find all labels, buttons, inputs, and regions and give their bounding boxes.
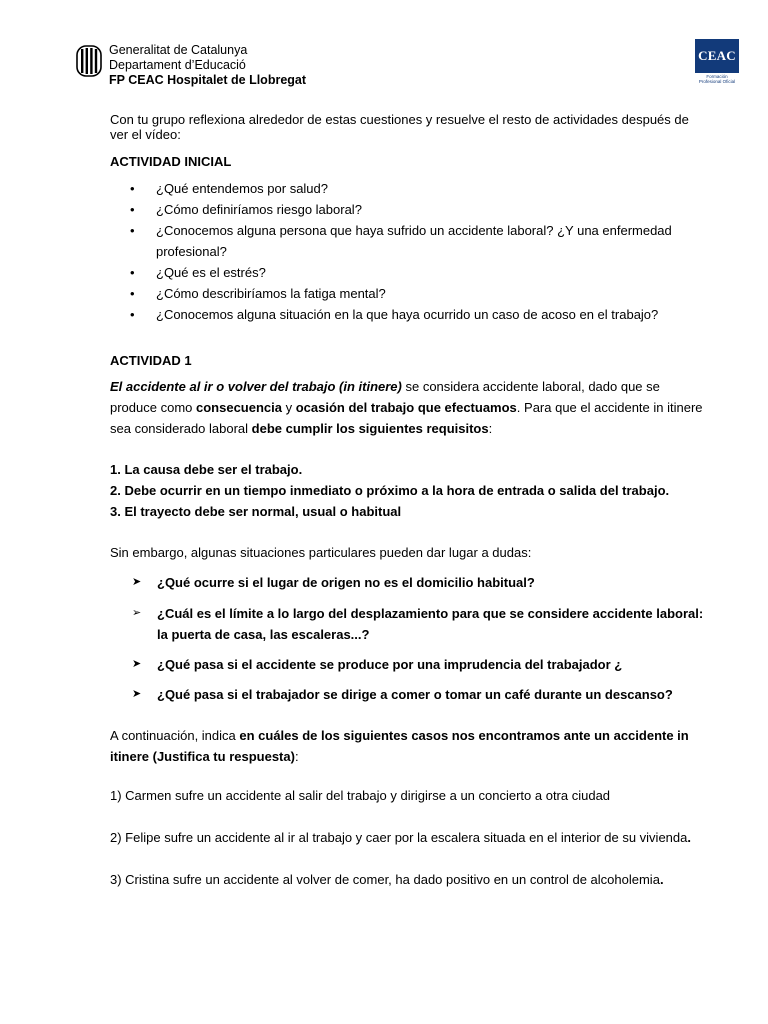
bullet-icon: • xyxy=(130,265,135,280)
dudas-list xyxy=(110,572,705,705)
actividad-inicial-title: ACTIVIDAD INICIAL xyxy=(110,154,232,169)
document-header xyxy=(76,43,736,103)
arrow-bullet-icon: ➤ xyxy=(132,576,142,588)
list-item: • ¿Cómo definiríamos riesgo laboral? xyxy=(109,199,705,220)
list-item: • ¿Conocemos alguna situación en la que haya ocurrido un caso de acoso en el trabajo? xyxy=(109,304,705,325)
bullet-icon: • xyxy=(130,223,135,238)
org-department: Departament d’Educació xyxy=(109,58,246,72)
org-name: Generalitat de Catalunya xyxy=(109,43,248,57)
list-item: ➤ ¿Qué ocurre si el lugar de origen no es el domicilio habitual? xyxy=(110,572,705,593)
actividad-1-title: ACTIVIDAD 1 xyxy=(110,353,192,368)
ceac-logo: CEAC xyxy=(695,39,739,73)
list-item: • ¿Cómo describiríamos la fatiga mental? xyxy=(109,283,705,304)
org-school: FP CEAC Hospitalet de Llobregat xyxy=(109,73,307,87)
generalitat-crest-icon xyxy=(76,45,102,77)
requisito-item: 1. La causa debe ser el trabajo. xyxy=(110,462,303,477)
list-item: • ¿Conocemos alguna persona que haya sufrido un accidente laboral? ¿Y una enfermedad profesional? xyxy=(109,220,705,262)
caso-item: 3) Cristina sufre un accidente al volver de comer, ha dado positivo en un control de alcoholemia. xyxy=(110,872,664,887)
continuacion-paragraph: A continuación, indica en cuáles de los siguientes casos nos encontramos ante un accidente in itinere (Justifica tu respuesta): xyxy=(110,728,689,764)
requisito-item: 3. El trayecto debe ser normal, usual o habitual xyxy=(110,504,402,519)
in-itinere-paragraph: El accidente al ir o volver del trabajo (in itinere) se considera accidente laboral, dado que se produce como consecuencia y ocasión del trabajo que efectuamos. Para que el accidente in itinere sea considerado laboral debe cumplir los siguientes requisitos: xyxy=(110,379,703,436)
list-item: ➤ ¿Qué pasa si el trabajador se dirige a comer o tomar un café durante un descanso? xyxy=(110,684,705,705)
ceac-logo-subtitle: Formación Profesional Oficial xyxy=(698,74,736,84)
document-body xyxy=(110,112,705,887)
list-item: • ¿Qué entendemos por salud? xyxy=(109,178,705,199)
bullet-icon: • xyxy=(130,286,135,301)
arrow-bullet-icon: ➤ xyxy=(132,658,142,670)
bullet-icon: • xyxy=(130,181,135,196)
sin-embargo-text: Sin embargo, algunas situaciones particulares pueden dar lugar a dudas: xyxy=(110,545,532,560)
intro-text: Con tu grupo reflexiona alrededor de estas cuestiones y resuelve el resto de actividades después de ver el vídeo: xyxy=(110,112,689,142)
actividad-inicial-list xyxy=(110,178,705,325)
list-item: ➤ ¿Qué pasa si el accidente se produce por una imprudencia del trabajador ¿ xyxy=(110,654,705,675)
bullet-icon: • xyxy=(130,202,135,217)
arrow-bullet-icon: ➤ xyxy=(132,688,142,700)
caso-item: 2) Felipe sufre un accidente al ir al trabajo y caer por la escalera situada en el interior de su vivienda. xyxy=(110,830,691,845)
caso-item: 1) Carmen sufre un accidente al salir del trabajo y dirigirse a un concierto a otra ciudad xyxy=(110,788,611,803)
bullet-icon: • xyxy=(130,307,135,322)
requisitos-list xyxy=(110,459,705,522)
organization-block xyxy=(109,43,306,88)
list-item: • ¿Qué es el estrés? xyxy=(109,262,705,283)
arrow-bullet-icon: ➢ xyxy=(132,607,142,619)
requisito-item: 2. Debe ocurrir en un tiempo inmediato o próximo a la hora de entrada o salida del trabajo. xyxy=(110,483,670,498)
list-item: ➢ ¿Cuál es el límite a lo largo del desplazamiento para que se considere accidente laboral: la puerta de casa, las escaleras...? xyxy=(110,603,705,645)
